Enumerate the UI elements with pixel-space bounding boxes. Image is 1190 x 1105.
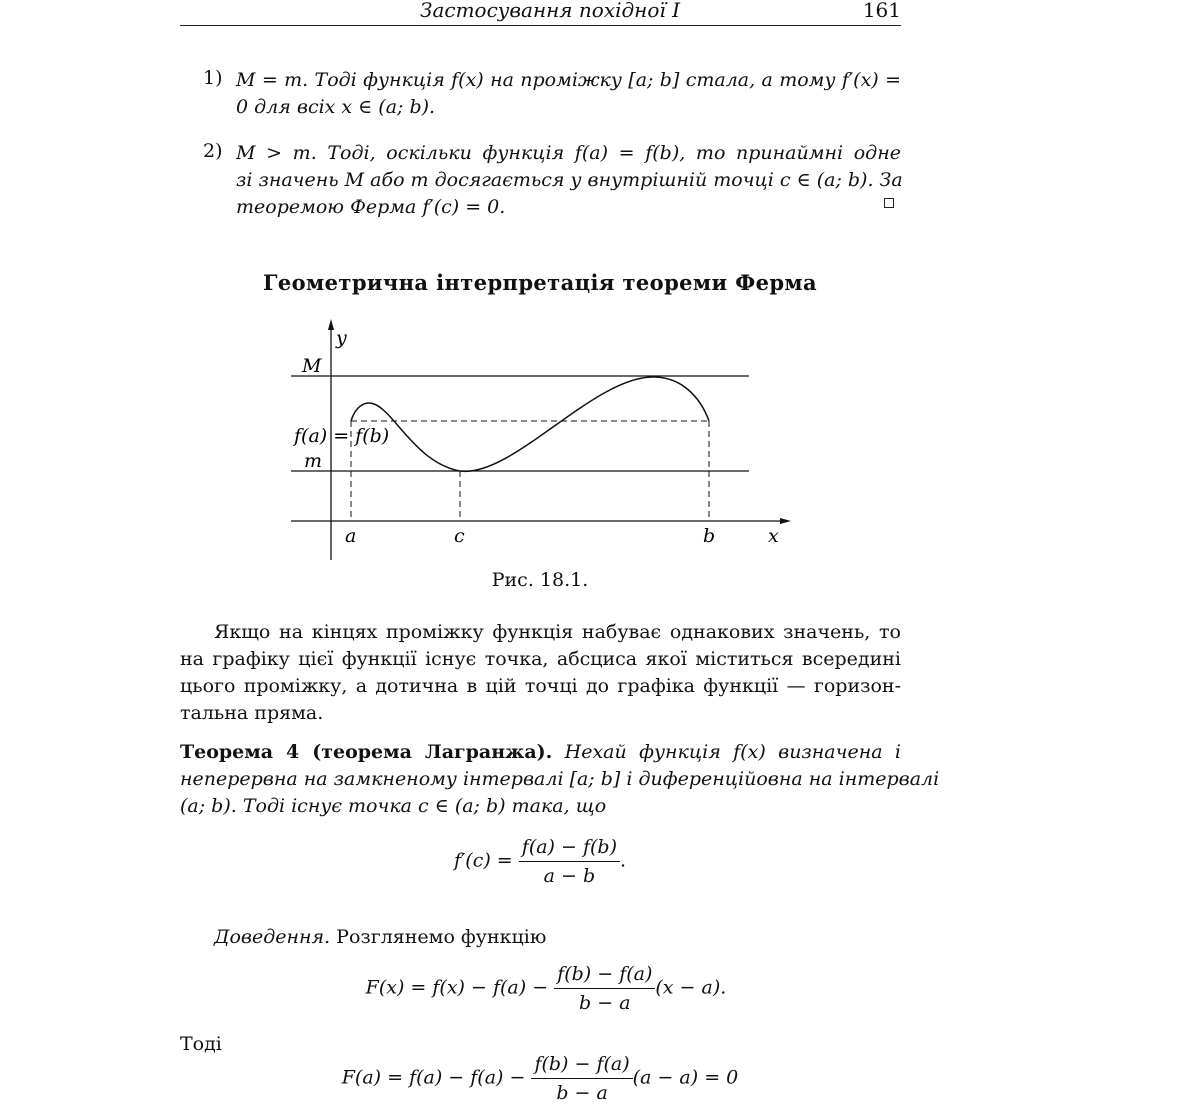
fraction xyxy=(531,1052,632,1105)
function-curve xyxy=(351,377,709,471)
theorem-4 xyxy=(180,739,940,820)
case-number: 2) xyxy=(203,140,223,162)
running-title: Застосування похідної I xyxy=(420,0,681,22)
proof-text: Розглянемо функцію xyxy=(336,926,547,948)
y-axis-label: y xyxy=(336,327,347,349)
formula-lhs: f′(c) = xyxy=(453,849,513,872)
text-line: теоремою Ферма f′(c) = 0. xyxy=(236,196,506,218)
proof-intro xyxy=(214,924,546,951)
fraction xyxy=(519,835,620,888)
text-line: 0 для всіх x ∈ (a; b). xyxy=(236,96,436,118)
figure-caption: Рис. 18.1. xyxy=(491,569,589,591)
text-line: M = m. Тоді функція f(x) на проміжку [a; b] стала, а тому f′(x) = xyxy=(236,69,901,91)
interpretation-paragraph xyxy=(180,619,901,727)
proof-head: Доведення. xyxy=(214,926,331,948)
formula-lhs: F(a) = f(a) − f(a) − xyxy=(341,1066,526,1089)
value-at-a-formula xyxy=(0,1052,1080,1105)
fraction-numerator: f(b) − f(a) xyxy=(531,1052,632,1079)
case-number: 1) xyxy=(203,67,223,89)
formula-tail: (x − a). xyxy=(655,976,727,999)
text-line: Нехай функція f(x) визначена і xyxy=(564,741,901,763)
fraction xyxy=(554,962,655,1015)
page-number: 161 xyxy=(862,0,901,22)
fraction-denominator: a − b xyxy=(543,865,596,887)
theorem-first-line xyxy=(180,739,901,766)
text-line: M > m. Тоді, оскільки функція f(a) = f(b), то принаймні одне xyxy=(236,142,901,164)
endpoint-value-label: f(a) = f(b) xyxy=(294,425,390,447)
formula-lhs: F(x) = f(x) − f(a) − xyxy=(365,976,549,999)
a-label: a xyxy=(345,525,357,547)
text-line: зі значень M або m досягається у внутрішній точці c ∈ (a; b). За xyxy=(236,169,903,191)
text-line: неперервна на замкненому інтервалі [a; b] і диференційовна на інтервалі xyxy=(180,768,940,790)
then-word: Тоді xyxy=(180,1033,222,1055)
formula-tail: . xyxy=(620,849,627,872)
x-axis-arrow-icon xyxy=(780,518,791,524)
fraction-denominator: b − a xyxy=(556,1082,608,1104)
min-label: m xyxy=(304,450,323,472)
text-line: тальна пряма. xyxy=(180,702,324,724)
text-line: на графіку цієї функції існує точка, абсциса якої міститься всередині xyxy=(180,648,901,670)
text-line: Якщо на кінцях проміжку функція набуває однакових значень, то xyxy=(214,621,901,643)
section-title: Геометрична інтерпретація теореми Ферма xyxy=(262,270,818,295)
c-label: c xyxy=(454,525,465,547)
b-label: b xyxy=(703,525,716,547)
y-axis-arrow-icon xyxy=(328,319,334,330)
fraction-denominator: b − a xyxy=(579,992,631,1014)
fraction-numerator: f(b) − f(a) xyxy=(554,962,655,989)
theorem-head: Теорема 4 (теорема Лагранжа). xyxy=(180,741,553,763)
formula-tail: (a − a) = 0 xyxy=(632,1066,739,1089)
fraction-numerator: f(a) − f(b) xyxy=(519,835,620,862)
auxiliary-function-formula xyxy=(0,962,1086,1015)
text-line: цього проміжку, а дотична в цій точці до графіка функції — горизон- xyxy=(180,675,901,697)
x-axis-label: x xyxy=(768,525,779,547)
text-line: (a; b). Тоді існує точка c ∈ (a; b) така, що xyxy=(180,795,607,817)
max-label: M xyxy=(302,355,322,377)
lagrange-formula xyxy=(0,835,1080,888)
